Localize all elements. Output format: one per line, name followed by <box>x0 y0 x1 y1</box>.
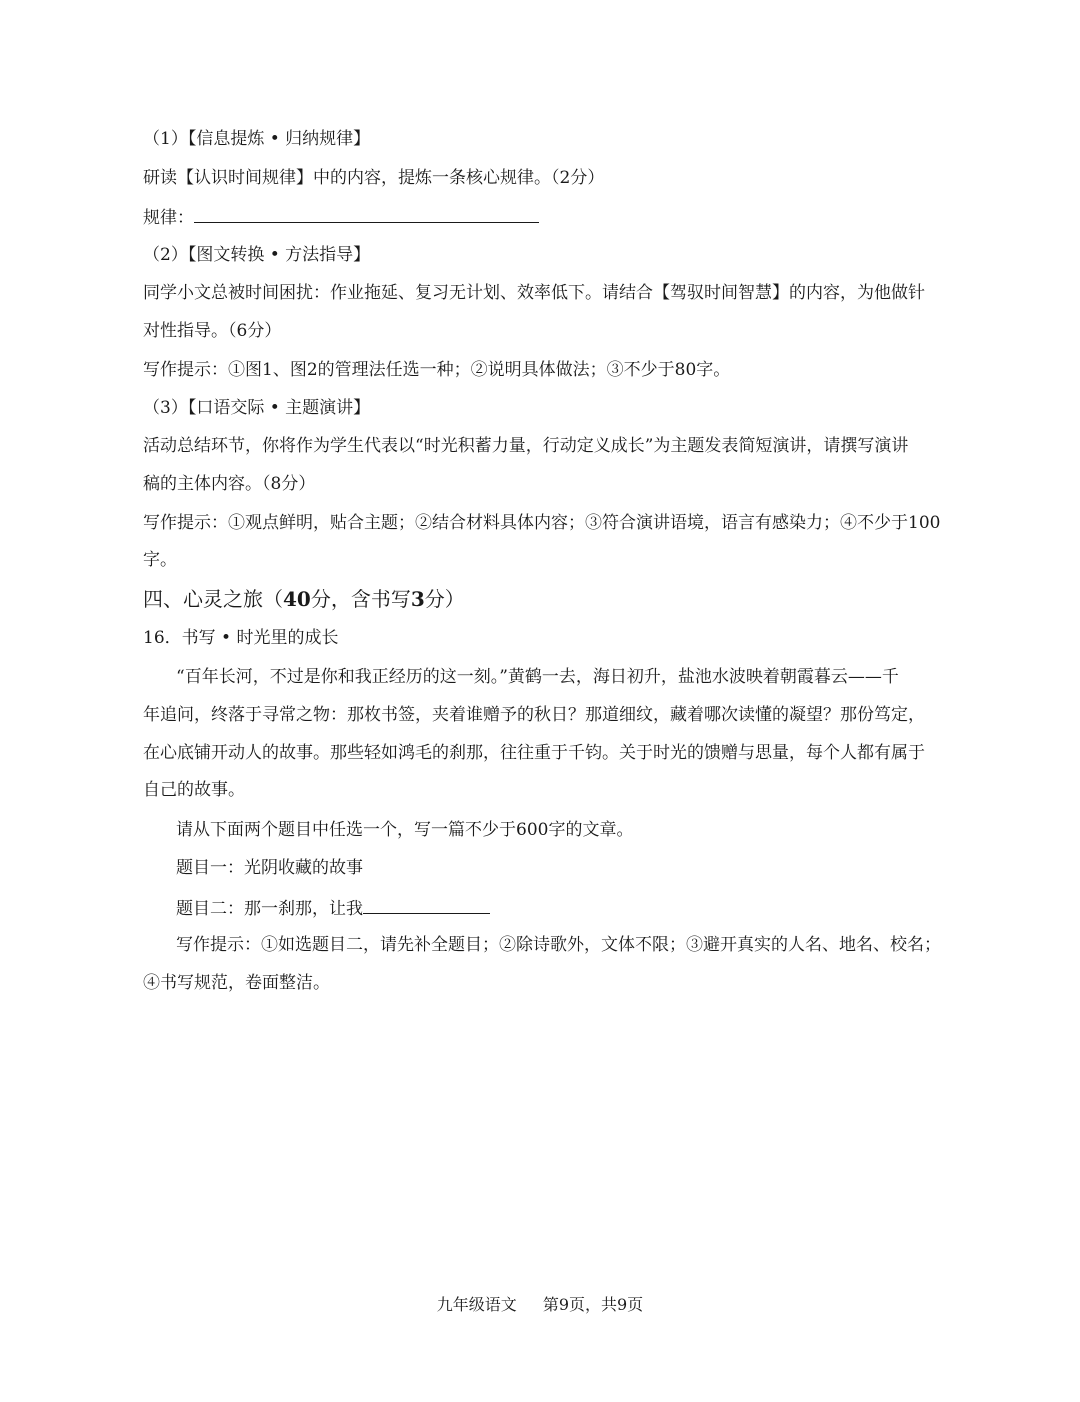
q3-label: （3）【口语交际 • 主题演讲】 <box>143 398 371 418</box>
q16-instruction: 请从下面两个题目中任选一个，写一篇不少于600字的文章。 <box>176 820 634 840</box>
q16-para-line2: 年追问，终落于寻常之物：那枚书签，夹着谁赠予的秋日？那道细纹，藏着哪次读懂的凝望？那份笃定， <box>143 705 925 725</box>
section4-total-score: 40 <box>283 587 311 611</box>
q1-label: （1）【信息提炼 • 归纳规律】 <box>143 129 371 149</box>
q1-prompt: 研读【认识时间规律】中的内容，提炼一条核心规律。（2分） <box>143 168 605 188</box>
q16-para-line4: 自己的故事。 <box>143 780 245 800</box>
q1-answer-blank <box>194 204 539 223</box>
q2-tip: 写作提示：①图1、图2的管理法任选一种；②说明具体做法；③不少于80字。 <box>143 360 731 380</box>
q16-topic2: 题目二：那一刹那，让我 <box>176 899 363 919</box>
section4-title-suffix: 分） <box>424 587 465 611</box>
footer-page-number: 第9页，共9页 <box>542 1295 644 1314</box>
q16-label: 16．书写 • 时光里的成长 <box>143 628 339 648</box>
section4-title-mid: 分，含书写 <box>310 587 411 611</box>
section4-writing-score: 3 <box>410 587 425 611</box>
section4-heading <box>143 587 943 611</box>
section4-title-prefix: 四、心灵之旅（ <box>143 587 283 611</box>
q2-prompt-line1: 同学小文总被时间困扰：作业拖延、复习无计划、效率低下。请结合【驾驭时间智慧】的内容，为他做针 <box>143 283 925 303</box>
q1-answer-line <box>143 204 943 230</box>
q1-answer-label: 规律： <box>143 208 194 228</box>
q16-para-line3: 在心底铺开动人的故事。那些轻如鸿毛的刹那，往往重于千钧。关于时光的馈赠与思量，每个人都有属于 <box>143 743 925 763</box>
q3-tip-line2: 字。 <box>143 550 177 570</box>
page-footer <box>0 1294 1080 1316</box>
q16-para-line1: “百年长河，不过是你和我正经历的这一刻。”黄鹤一去，海日初升，盐池水波映着朝霞暮云——千 <box>176 667 899 687</box>
q3-tip-line1: 写作提示：①观点鲜明，贴合主题；②结合材料具体内容；③符合演讲语境，语言有感染力；④不少于100 <box>143 513 941 533</box>
q2-label: （2）【图文转换 • 方法指导】 <box>143 245 371 265</box>
q16-tip-line1: 写作提示：①如选题目二，请先补全题目；②除诗歌外，文体不限；③避开真实的人名、地名、校名； <box>176 935 941 955</box>
footer-subject: 九年级语文 <box>436 1295 517 1314</box>
q16-tip-line2: ④书写规范，卷面整洁。 <box>143 973 330 993</box>
q16-topic2-line <box>176 895 976 921</box>
q3-prompt-line1: 活动总结环节，你将作为学生代表以“时光积蓄力量，行动定义成长”为主题发表简短演讲，请撰写演讲 <box>143 436 909 456</box>
q2-prompt-line2: 对性指导。（6分） <box>143 321 282 341</box>
q3-prompt-line2: 稿的主体内容。（8分） <box>143 474 316 494</box>
q16-topic1: 题目一：光阴收藏的故事 <box>176 858 363 878</box>
q16-topic2-blank <box>363 895 490 914</box>
